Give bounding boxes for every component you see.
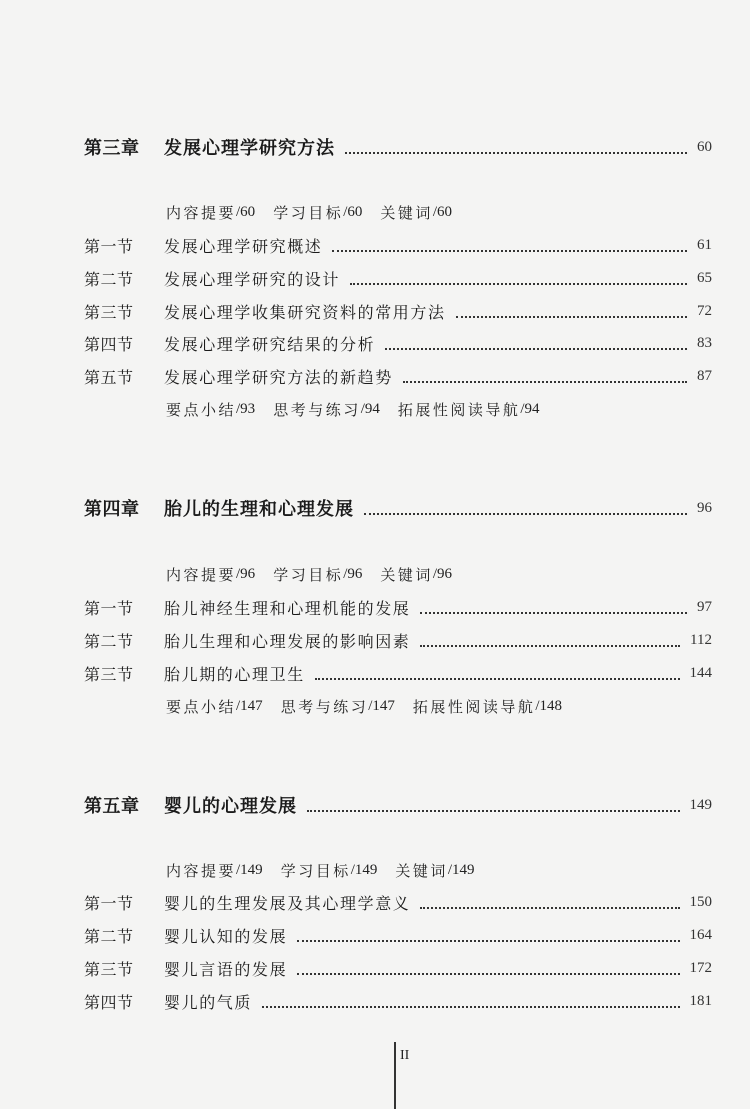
section-title: 胎儿神经生理和心理机能的发展 <box>164 598 411 618</box>
toc-section[interactable] <box>84 887 712 917</box>
toc-section[interactable] <box>84 361 712 391</box>
meta-page: /60 <box>236 203 256 220</box>
section-title: 发展心理学研究方法的新趋势 <box>164 367 393 387</box>
section-title: 发展心理学研究结果的分析 <box>164 334 376 354</box>
section-title: 婴儿认知的发展 <box>164 926 288 946</box>
summary-page: /94 <box>360 400 380 417</box>
toc-section[interactable] <box>84 986 712 1016</box>
meta-page: /149 <box>350 861 378 878</box>
footer-page-number: II <box>400 1048 410 1063</box>
meta-page: /96 <box>343 565 363 582</box>
toc-section[interactable] <box>84 328 712 358</box>
dot-leader <box>315 678 680 680</box>
dot-leader <box>420 612 687 614</box>
section-title: 发展心理学研究的设计 <box>164 269 341 289</box>
toc-section[interactable] <box>84 953 712 983</box>
chapter-page-number: 60 <box>697 138 712 155</box>
section-label: 第二节 <box>84 269 134 289</box>
summary-key: 要点小结 <box>166 400 237 419</box>
section-page-number: 112 <box>690 631 712 648</box>
toc-section[interactable] <box>84 230 712 260</box>
meta-key: 内容提要 <box>166 565 237 584</box>
section-label: 第一节 <box>84 893 134 913</box>
section-page-number: 72 <box>697 302 712 319</box>
section-label: 第四节 <box>84 334 134 354</box>
section-label: 第二节 <box>84 926 134 946</box>
summary-page: /94 <box>520 400 540 417</box>
dot-leader <box>345 152 687 154</box>
summary-page: /93 <box>236 400 256 417</box>
summary-key: 思考与练习 <box>273 400 361 419</box>
dot-leader <box>456 316 687 318</box>
toc-section[interactable] <box>84 296 712 326</box>
section-title: 发展心理学收集研究资料的常用方法 <box>164 302 446 322</box>
dot-leader <box>307 810 680 812</box>
chapter-page-number: 96 <box>697 499 712 516</box>
meta-page: /149 <box>447 861 475 878</box>
section-label: 第三节 <box>84 959 134 979</box>
chapter-meta-line <box>166 559 470 589</box>
summary-key: 要点小结 <box>166 697 237 716</box>
toc-chapter-4[interactable] <box>84 493 712 523</box>
chapter-page-number: 149 <box>689 796 712 813</box>
section-title: 胎儿期的心理卫生 <box>164 664 305 684</box>
section-title: 婴儿的生理发展及其心理学意义 <box>164 893 411 913</box>
section-page-number: 87 <box>697 367 712 384</box>
toc-section[interactable] <box>84 658 712 688</box>
section-label: 第三节 <box>84 664 134 684</box>
chapter-summary-line <box>166 691 580 721</box>
section-title: 胎儿生理和心理发展的影响因素 <box>164 631 411 651</box>
chapter-label: 第五章 <box>84 796 140 817</box>
chapter-label: 第三章 <box>84 138 140 159</box>
section-page-number: 97 <box>697 598 712 615</box>
summary-page: /147 <box>368 697 395 714</box>
meta-key: 关键词 <box>395 861 448 880</box>
section-page-number: 61 <box>697 236 712 253</box>
chapter-title: 婴儿的心理发展 <box>164 796 297 817</box>
meta-page: /96 <box>432 565 453 582</box>
meta-key: 内容提要 <box>166 861 237 880</box>
section-page-number: 164 <box>689 926 712 943</box>
footer-rule <box>394 1042 396 1109</box>
dot-leader <box>420 645 680 647</box>
toc-chapter-5[interactable] <box>84 790 712 820</box>
summary-key: 思考与练习 <box>280 697 369 716</box>
chapter-title: 胎儿的生理和心理发展 <box>164 499 354 520</box>
summary-key: 拓展性阅读导航 <box>397 400 521 419</box>
summary-page: /148 <box>535 697 563 714</box>
dot-leader <box>385 348 687 350</box>
toc-section[interactable] <box>84 592 712 622</box>
section-page-number: 172 <box>689 959 712 976</box>
meta-page: /60 <box>432 203 453 220</box>
summary-page: /147 <box>236 697 263 714</box>
meta-key: 学习目标 <box>280 861 351 880</box>
meta-key: 学习目标 <box>273 565 344 584</box>
chapter-meta-line <box>166 197 470 227</box>
section-page-number: 65 <box>697 269 712 286</box>
toc-section[interactable] <box>84 263 712 293</box>
meta-key: 关键词 <box>380 565 433 584</box>
section-page-number: 83 <box>697 334 712 351</box>
dot-leader <box>297 973 679 975</box>
section-page-number: 150 <box>689 893 712 910</box>
dot-leader <box>332 250 687 252</box>
toc-section[interactable] <box>84 625 712 655</box>
section-page-number: 181 <box>689 992 712 1009</box>
dot-leader <box>364 513 687 515</box>
section-label: 第四节 <box>84 992 134 1012</box>
dot-leader <box>262 1006 679 1008</box>
section-label: 第一节 <box>84 236 134 256</box>
toc-section[interactable] <box>84 920 712 950</box>
section-label: 第三节 <box>84 302 134 322</box>
dot-leader <box>420 907 679 909</box>
dot-leader <box>297 940 679 942</box>
chapter-meta-line <box>166 855 493 885</box>
meta-page: /149 <box>236 861 263 878</box>
chapter-title: 发展心理学研究方法 <box>164 138 335 159</box>
section-label: 第五节 <box>84 367 134 387</box>
chapter-label: 第四章 <box>84 499 140 520</box>
meta-key: 关键词 <box>380 203 433 222</box>
dot-leader <box>403 381 687 383</box>
meta-page: /96 <box>236 565 256 582</box>
meta-key: 学习目标 <box>273 203 344 222</box>
summary-key: 拓展性阅读导航 <box>412 697 536 716</box>
chapter-summary-line <box>166 394 558 424</box>
section-page-number: 144 <box>689 664 712 681</box>
section-title: 发展心理学研究概述 <box>164 236 323 256</box>
dot-leader <box>350 283 687 285</box>
section-label: 第一节 <box>84 598 134 618</box>
section-title: 婴儿的气质 <box>164 992 253 1012</box>
section-label: 第二节 <box>84 631 134 651</box>
section-title: 婴儿言语的发展 <box>164 959 288 979</box>
meta-page: /60 <box>343 203 363 220</box>
toc-chapter-3[interactable] <box>84 132 712 162</box>
meta-key: 内容提要 <box>166 203 237 222</box>
